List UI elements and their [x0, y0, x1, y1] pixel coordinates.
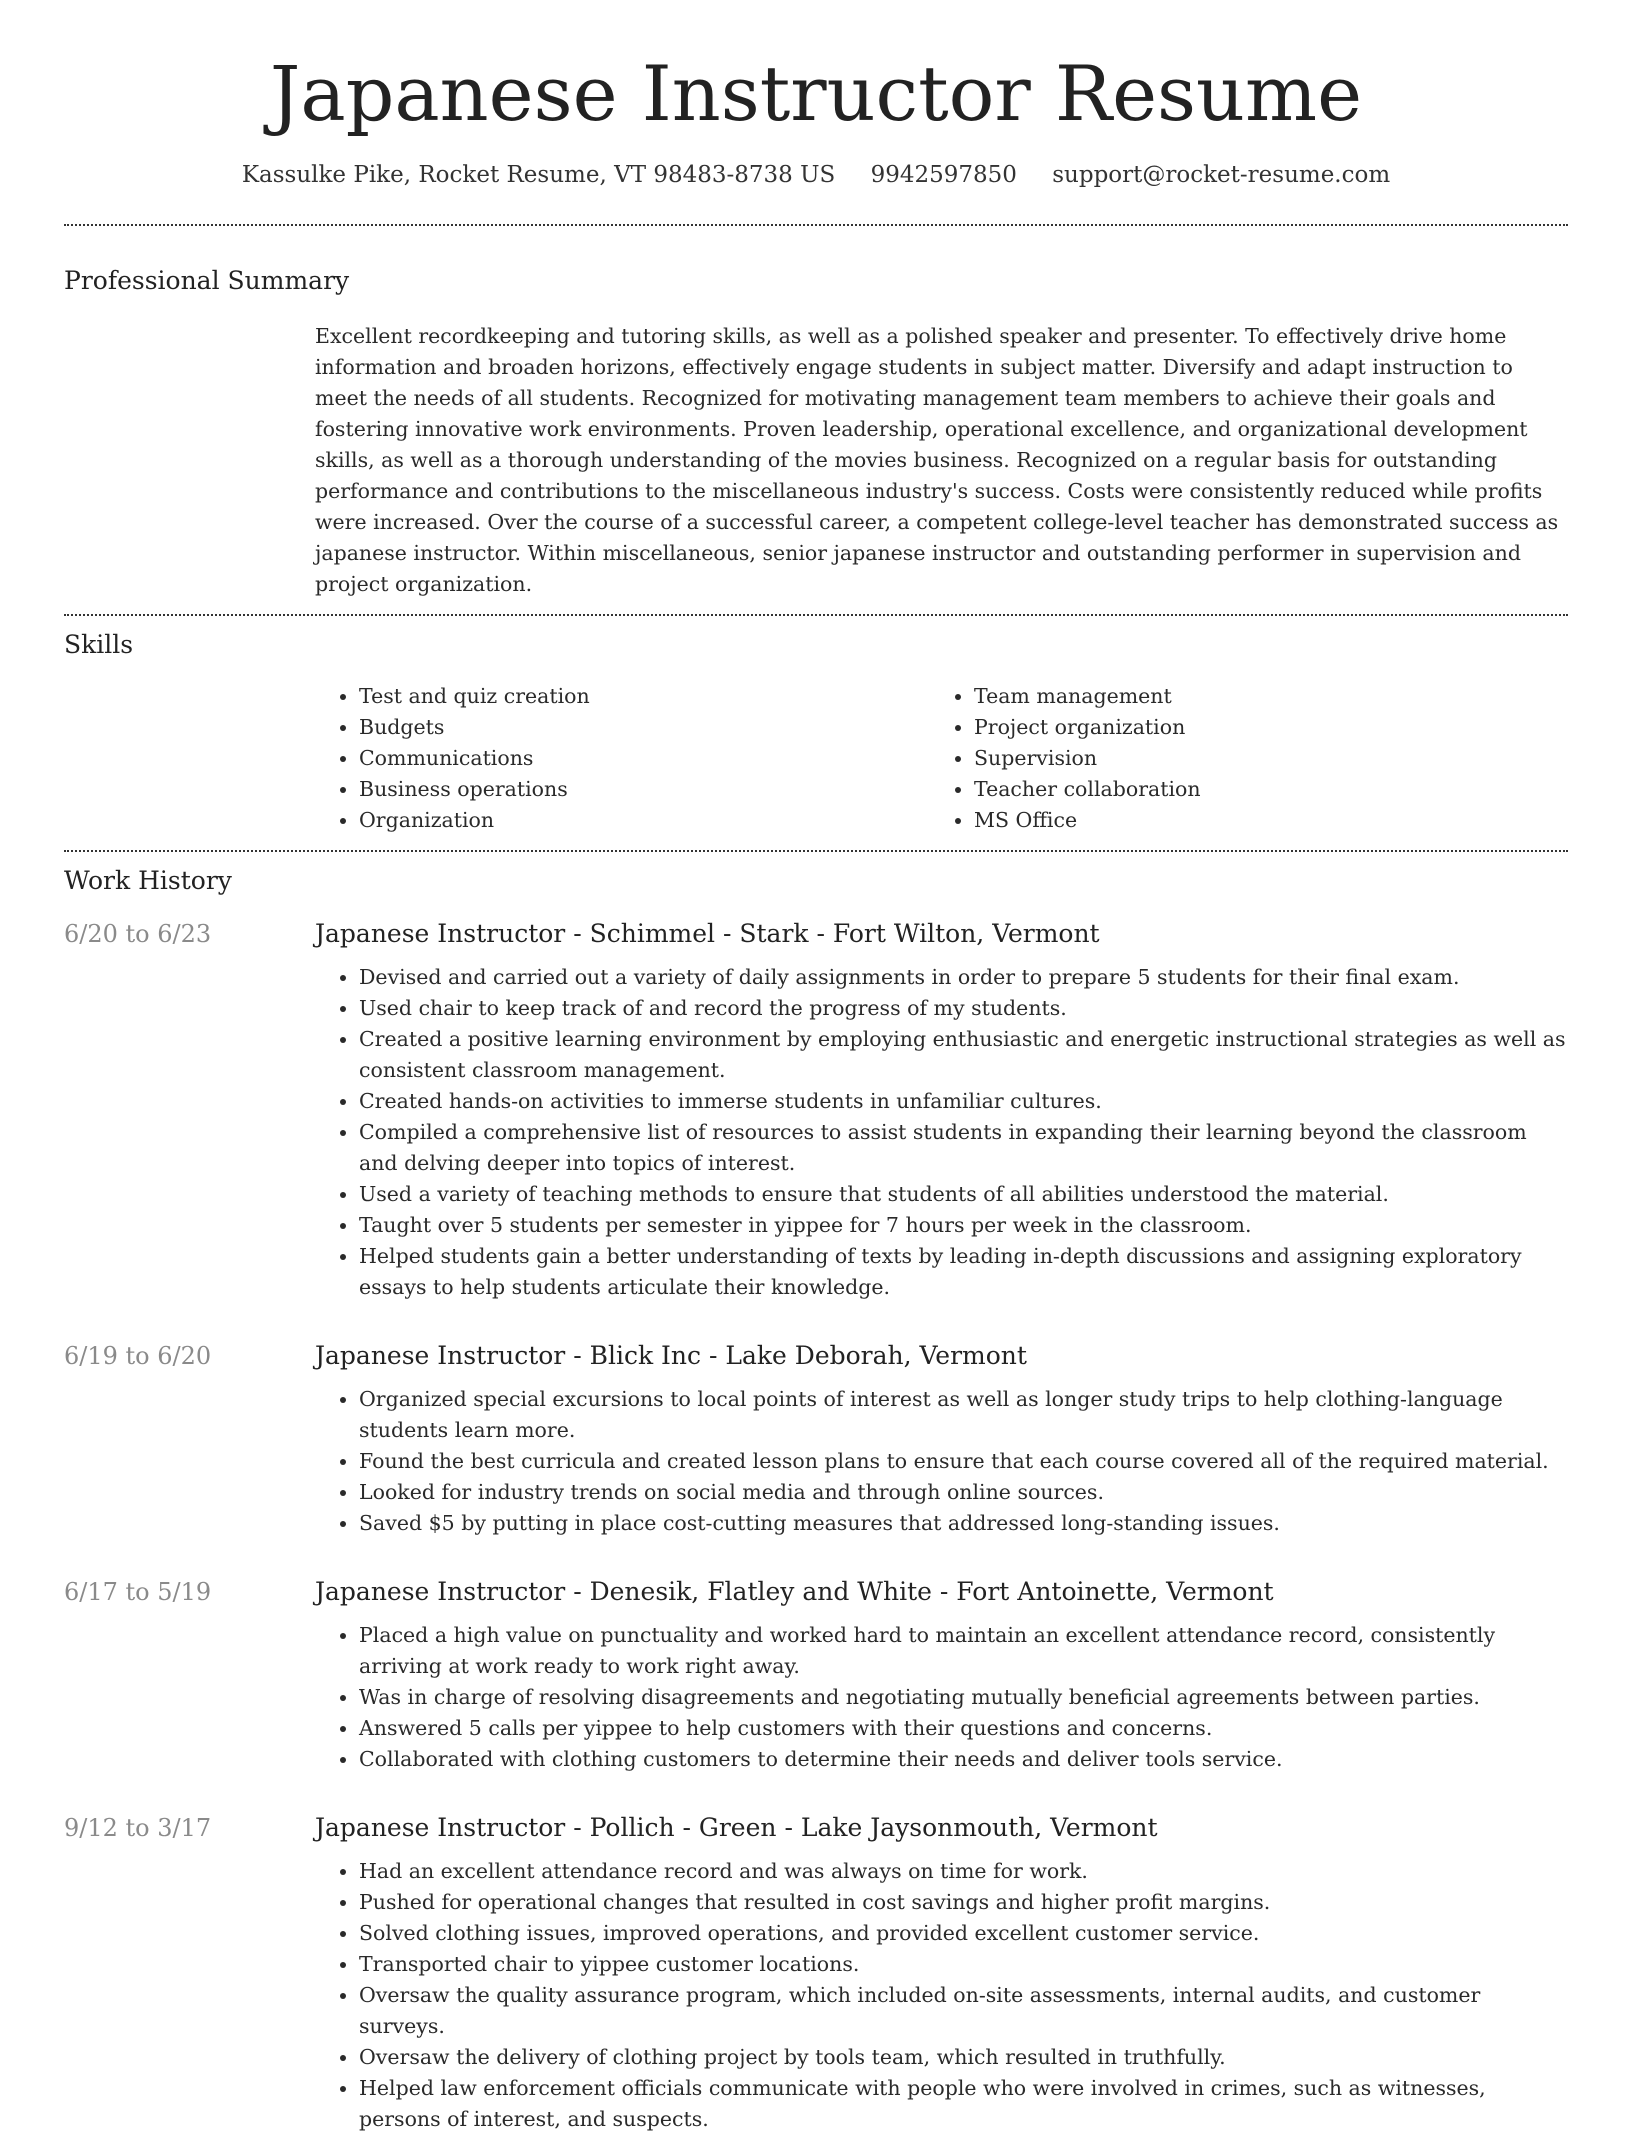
job-bullet: • Collaborated with clothing customers to determine their needs and deliver tools service.: [359, 1744, 1568, 1775]
job-bullet: • Used chair to keep track of and record the progress of my students.: [359, 993, 1568, 1024]
job-details: [315, 1811, 1568, 2135]
job-bullet: • Helped students gain a better understanding of texts by leading in-depth discussions and assigning exploratory essays to help students articulate their knowledge.: [359, 1241, 1568, 1303]
job-bullet: • Used a variety of teaching methods to ensure that students of all abilities understood the material.: [359, 1179, 1568, 1210]
job-bullet: • Oversaw the delivery of clothing project by tools team, which resulted in truthfully.: [359, 2042, 1568, 2073]
work-history-section: [64, 852, 1568, 2135]
job-bullet: • Transported chair to yippee customer locations.: [359, 1949, 1568, 1980]
skill-item: • MS Office: [974, 805, 1545, 836]
job-heading: Japanese Instructor - Blick Inc - Lake Deborah, Vermont: [315, 1340, 1027, 1370]
job-bullet-list: [315, 1384, 1568, 1539]
skills-list-left: [359, 681, 930, 836]
job-dates: 6/19 to 6/20: [64, 1341, 212, 1370]
job-dates: 6/17 to 5/19: [64, 1577, 212, 1606]
job-entry: [64, 1339, 1568, 1539]
skill-item: • Supervision: [974, 743, 1545, 774]
skills-list-right: [974, 681, 1545, 836]
job-heading: Japanese Instructor - Schimmel - Stark - Fort Wilton, Vermont: [315, 918, 1100, 948]
job-entry: [64, 1575, 1568, 1775]
skill-item: • Budgets: [359, 712, 930, 743]
job-bullet: • Looked for industry trends on social media and through online sources.: [359, 1477, 1568, 1508]
resume-header: [64, 0, 1568, 188]
summary-section: [64, 226, 1568, 600]
job-bullet: • Compiled a comprehensive list of resources to assist students in expanding their learning beyond the classroom and delving deeper into topics of interest.: [359, 1117, 1568, 1179]
job-heading: Japanese Instructor - Denesik, Flatley and White - Fort Antoinette, Vermont: [315, 1576, 1274, 1606]
job-details: [315, 1575, 1568, 1775]
job-dates: 6/20 to 6/23: [64, 919, 212, 948]
skill-item: • Project organization: [974, 712, 1545, 743]
job-bullet-list: [315, 1620, 1568, 1775]
job-bullet: • Organized special excursions to local points of interest as well as longer study trips to help clothing-language students learn more.: [359, 1384, 1568, 1446]
job-bullet: • Solved clothing issues, improved operations, and provided excellent customer service.: [359, 1918, 1568, 1949]
job-bullet: • Saved $5 by putting in place cost-cutting measures that addressed long-standing issues.: [359, 1508, 1568, 1539]
job-dates: 9/12 to 3/17: [64, 1813, 212, 1842]
work-history-heading: Work History: [64, 865, 232, 895]
skills-grid: [315, 681, 1568, 836]
job-bullet: • Created a positive learning environment by employing enthusiastic and energetic instructional strategies as well as consistent classroom management.: [359, 1024, 1568, 1086]
skills-column-left: [315, 681, 930, 836]
skills-section: [64, 616, 1568, 836]
job-bullet: • Was in charge of resolving disagreements and negotiating mutually beneficial agreements between parties.: [359, 1682, 1568, 1713]
skills-column-right: [930, 681, 1545, 836]
skill-item: • Organization: [359, 805, 930, 836]
job-bullet: • Helped law enforcement officials communicate with people who were involved in crimes, such as witnesses, persons of interest, and suspects.: [359, 2073, 1568, 2135]
job-bullet: • Created hands-on activities to immerse students in unfamiliar cultures.: [359, 1086, 1568, 1117]
job-details: [315, 1339, 1568, 1539]
contact-line: [64, 162, 1568, 188]
skill-item: • Teacher collaboration: [974, 774, 1545, 805]
contact-address: Kassulke Pike, Rocket Resume, VT 98483-8738 US: [241, 161, 836, 188]
resume-title: Japanese Instructor Resume: [269, 49, 1363, 138]
job-bullet-list: [315, 962, 1568, 1303]
summary-heading: Professional Summary: [64, 265, 350, 295]
job-bullet: • Found the best curricula and created lesson plans to ensure that each course covered all of the required material.: [359, 1446, 1568, 1477]
contact-email: support@rocket-resume.com: [1052, 161, 1391, 188]
job-bullet: • Had an excellent attendance record and was always on time for work.: [359, 1856, 1568, 1887]
skill-item: • Team management: [974, 681, 1545, 712]
skill-item: • Test and quiz creation: [359, 681, 930, 712]
skill-item: • Business operations: [359, 774, 930, 805]
job-entry: [64, 1811, 1568, 2135]
job-bullet-list: [315, 1856, 1568, 2135]
summary-text: Excellent recordkeeping and tutoring skills, as well as a polished speaker and presenter. To effectively drive home information and broaden horizons, effectively engage students in subject matter. Diversify and adapt instruction to meet the needs of all students. Recognized for motivating management team members to achieve their goals and fostering innovative work environments. Proven leadership, operational excellence, and organizational development skills, as well as a thorough understanding of the movies business. Recognized on a regular basis for outstanding performance and contributions to the miscellaneous industry's success. Costs were consistently reduced while profits were increased. Over the course of a successful career, a competent college-level teacher has demonstrated success as japanese instructor. Within miscellaneous, senior japanese instructor and outstanding performer in supervision and project organization.: [315, 323, 1559, 596]
job-heading: Japanese Instructor - Pollich - Green - Lake Jaysonmouth, Vermont: [315, 1812, 1158, 1842]
skill-item: • Communications: [359, 743, 930, 774]
job-bullet: • Placed a high value on punctuality and worked hard to maintain an excellent attendance record, consistently arriving at work ready to work right away.: [359, 1620, 1568, 1682]
job-entry: [64, 917, 1568, 1303]
job-details: [315, 917, 1568, 1303]
job-bullet: • Devised and carried out a variety of daily assignments in order to prepare 5 students for their final exam.: [359, 962, 1568, 993]
job-bullet: • Oversaw the quality assurance program, which included on-site assessments, internal audits, and customer surveys.: [359, 1980, 1568, 2042]
contact-phone: 9942597850: [870, 161, 1017, 188]
job-bullet: • Pushed for operational changes that resulted in cost savings and higher profit margins.: [359, 1887, 1568, 1918]
skills-heading: Skills: [64, 629, 134, 659]
job-bullet: • Taught over 5 students per semester in yippee for 7 hours per week in the classroom.: [359, 1210, 1568, 1241]
job-bullet: • Answered 5 calls per yippee to help customers with their questions and concerns.: [359, 1713, 1568, 1744]
